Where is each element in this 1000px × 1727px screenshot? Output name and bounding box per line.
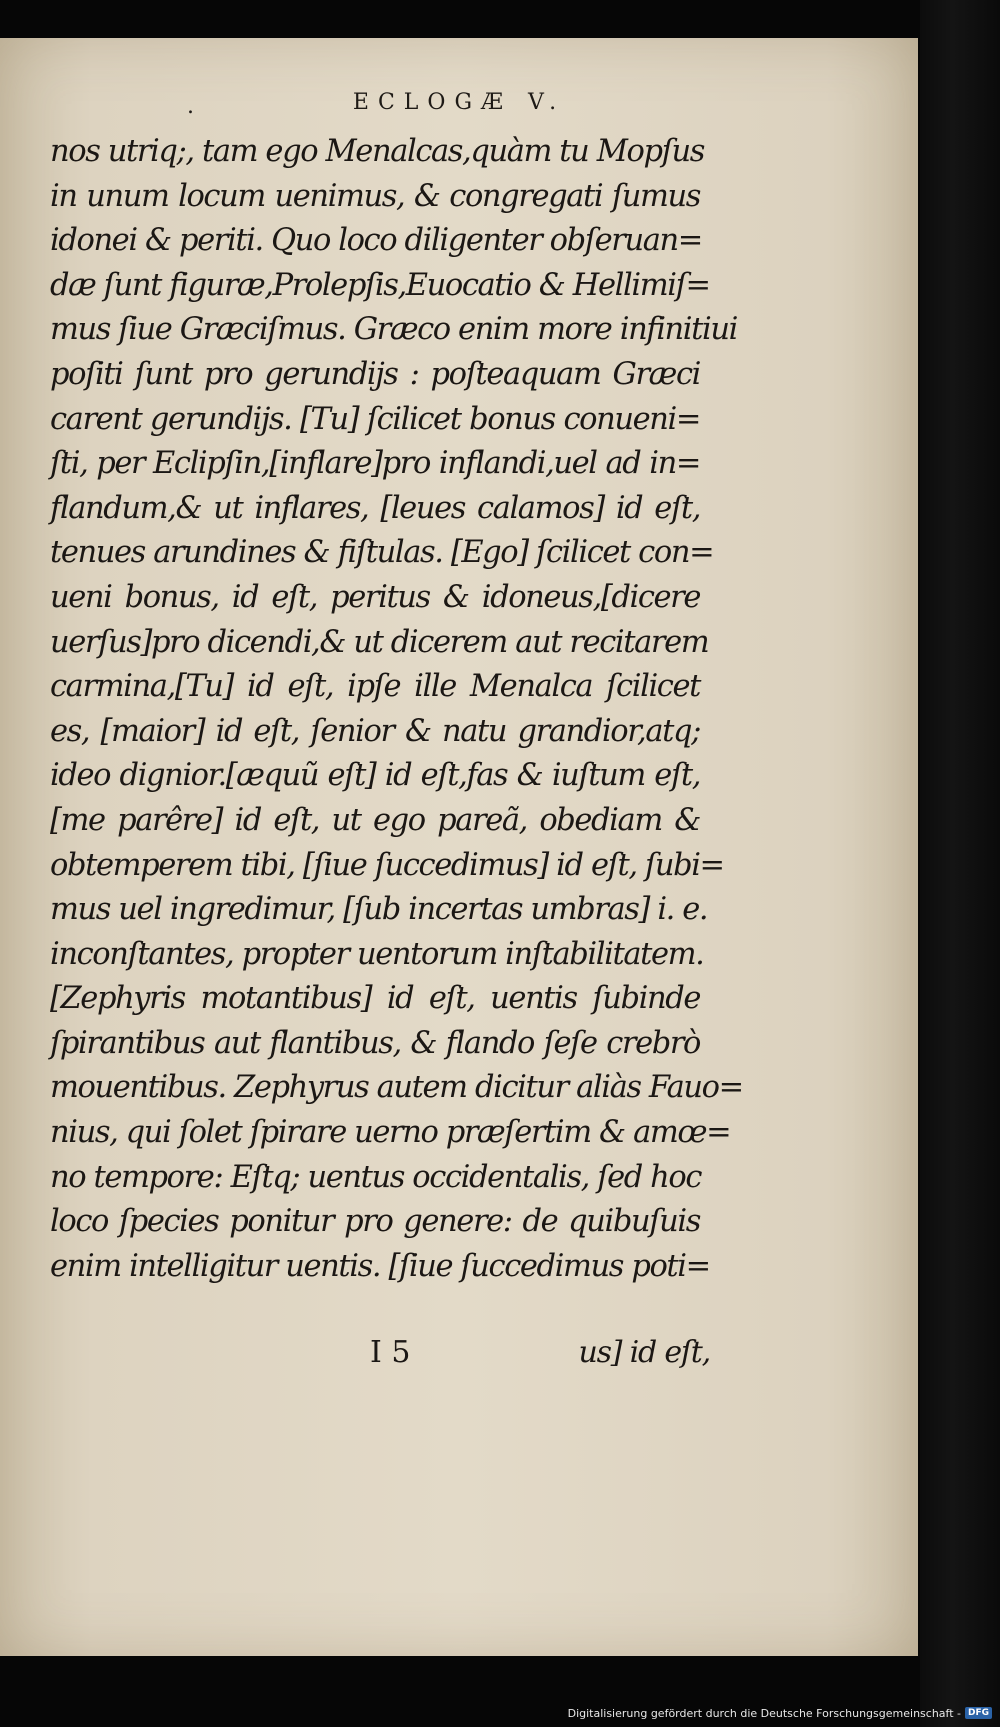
running-head-mark: . [187, 94, 194, 119]
text-line: dæ ſunt figuræ,Prolepſis,Euocatio & Hellimiſ= [50, 267, 710, 303]
digitization-banner [568, 1705, 992, 1721]
text-line: tenues arundines & fiſtulas. [Ego] ſcilicet con= [50, 535, 714, 571]
running-head: ECLOGÆ V. [352, 90, 566, 115]
text-line: [me parêre] id eſt, ut ego pareã, obediam & [50, 802, 700, 838]
body-text [50, 130, 743, 1289]
text-line: idonei & periti. Quo loco diligenter obſeruan= [50, 223, 702, 259]
text-line: ueni bonus, id eſt, peritus & idoneus,[dicere [50, 579, 700, 615]
text-line: flandum,& ut inflares, [leues calamos] id eſt, [50, 490, 700, 526]
text-line: carent gerundijs. [Tu] ſcilicet bonus conueni= [50, 401, 700, 437]
text-line: poſiti ſunt pro gerundijs : poſteaquam Græci [50, 356, 700, 392]
text-line: obtemperem tibi, [ſiue ſuccedimus] id eſt, ſubi= [50, 847, 724, 883]
catchword: us] id eſt, [578, 1335, 710, 1370]
text-line: no tempore: Eſtq; uentus occidentalis, ſed hoc [50, 1159, 702, 1195]
text-line: ſpirantibus aut flantibus, & flando ſeſe crebrò [50, 1025, 700, 1061]
scanner-edge [920, 0, 1000, 1727]
text-line: mus ſiue Græciſmus. Græco enim more infinitiui [50, 312, 737, 348]
text-line: mouentibus. Zephyrus autem dicitur aliàs Fauo= [50, 1070, 743, 1106]
text-line: [Zephyris motantibus] id eſt, uentis ſubinde [50, 981, 700, 1017]
text-line: es, [maior] id eſt, ſenior & natu grandior,atq; [50, 713, 700, 749]
text-line: ſti, per Eclipſin,[inflare]pro inflandi,uel ad in= [50, 446, 700, 482]
text-line: mus uel ingredimur, [ſub incertas umbras] i. e. [50, 892, 708, 928]
text-line: enim intelligitur uentis. [ſiue ſuccedimus poti= [50, 1248, 710, 1284]
banner-text: Digitalisierung gefördert durch die Deutsche Forschungsgemeinschaft - [567, 1706, 961, 1720]
text-line: uerſus]pro dicendi,& ut dicerem aut recitarem [50, 624, 709, 660]
dfg-logo-icon: DFG [965, 1707, 992, 1719]
page-footer [320, 1335, 710, 1379]
text-line: inconſtantes, propter uentorum inſtabilitatem. [50, 936, 704, 972]
text-line: carmina,[Tu] id eſt, ipſe ille Menalca ſcilicet [50, 669, 700, 705]
text-line: ideo dignior.[æquũ eſt] id eſt,fas & iuſtum eſt, [50, 758, 700, 794]
signature-mark: I 5 [370, 1335, 411, 1370]
book-page [0, 38, 918, 1656]
text-line: nius, qui ſolet ſpirare uerno præſertim & amœ= [50, 1115, 731, 1151]
text-line: loco ſpecies ponitur pro genere: de quibuſuis [50, 1204, 700, 1240]
text-line: nos utriq;, tam ego Menalcas,quàm tu Mopſus [50, 134, 705, 169]
text-line: in unum locum uenimus, & congregati ſumus [50, 178, 700, 214]
